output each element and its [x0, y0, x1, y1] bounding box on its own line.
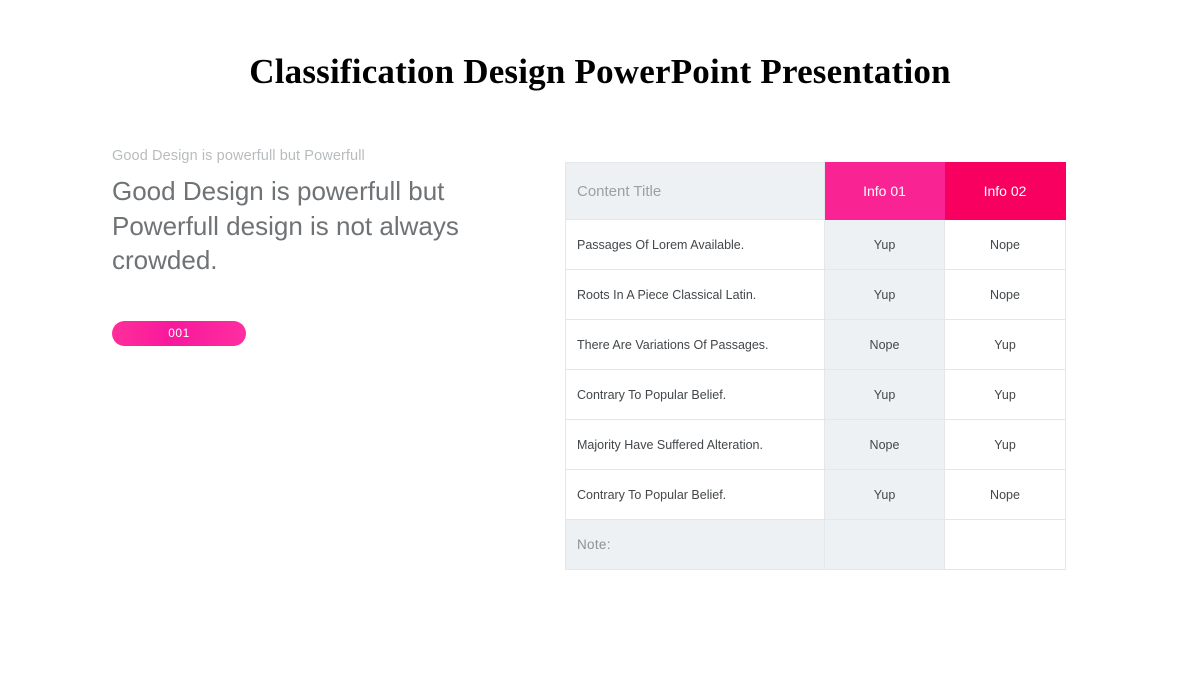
row-info2: Yup: [945, 370, 1066, 420]
row-info1: Yup: [825, 470, 945, 520]
number-badge: 001: [112, 321, 246, 346]
table-note-row: [566, 520, 1066, 570]
row-info2: Yup: [945, 420, 1066, 470]
row-label: Passages Of Lorem Available.: [566, 220, 825, 270]
table-row: [566, 370, 1066, 420]
row-info1: Yup: [825, 370, 945, 420]
row-info2: Nope: [945, 220, 1066, 270]
row-info2: Yup: [945, 320, 1066, 370]
column-header-label: Content Title: [566, 163, 825, 220]
comparison-table-container: [565, 162, 1065, 570]
eyebrow-text: Good Design is powerfull but Powerfull: [112, 148, 365, 164]
table-row: [566, 420, 1066, 470]
row-info1: Yup: [825, 220, 945, 270]
row-info1: Nope: [825, 420, 945, 470]
headline-text: Good Design is powerfull but Powerfull design is not always crowded.: [112, 176, 459, 276]
row-info2: Nope: [945, 470, 1066, 520]
table-body: [566, 220, 1066, 570]
column-header-info2: Info 02: [945, 163, 1066, 220]
note-info1: [825, 520, 945, 570]
row-info2: Nope: [945, 270, 1066, 320]
note-label: Note:: [566, 520, 825, 570]
comparison-table: [565, 162, 1066, 570]
column-header-info1: Info 01: [825, 163, 945, 220]
row-label: Majority Have Suffered Alteration.: [566, 420, 825, 470]
table-row: [566, 220, 1066, 270]
table-row: [566, 470, 1066, 520]
row-info1: Yup: [825, 270, 945, 320]
row-label: Roots In A Piece Classical Latin.: [566, 270, 825, 320]
left-content-column: [112, 148, 512, 346]
note-info2: [945, 520, 1066, 570]
row-label: Contrary To Popular Belief.: [566, 370, 825, 420]
table-row: [566, 270, 1066, 320]
row-label: There Are Variations Of Passages.: [566, 320, 825, 370]
row-info1: Nope: [825, 320, 945, 370]
table-header-row: [566, 163, 1066, 220]
page-title: Classification Design PowerPoint Presentation: [249, 52, 951, 91]
table-row: [566, 320, 1066, 370]
row-label: Contrary To Popular Belief.: [566, 470, 825, 520]
table-header: [566, 163, 1066, 220]
